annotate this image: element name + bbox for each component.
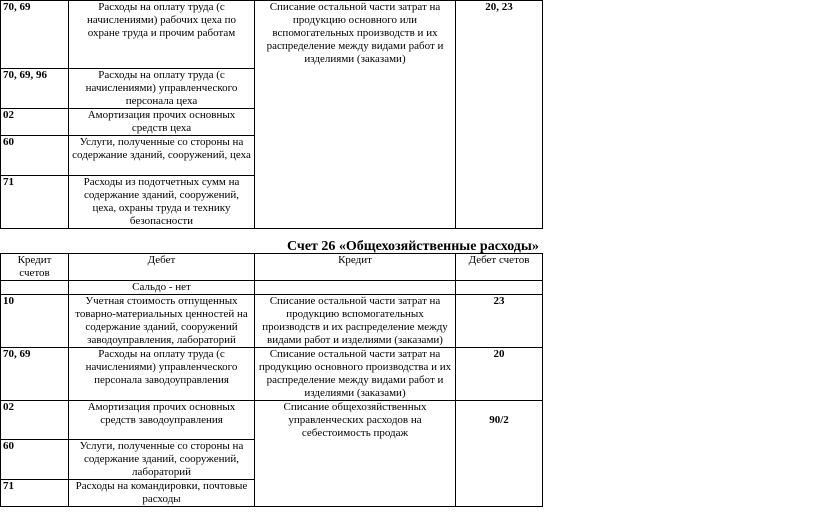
debit-cell: Расходы на командировки, почтовые расходы [69,480,255,507]
table-account-26 [0,253,543,507]
credit-cell: Списание остальной части затрат на продукцию основного производства и их распределение между видами работ и изделиями (заказами) [255,348,456,401]
table-row [1,401,543,440]
debit-cell: Расходы из подотчетных сумм на содержание зданий, сооружений, цеха, охраны труда и технику безопасности [69,176,255,229]
debit-cell: Расходы на оплату труда (с начислениями) управленческого персонала заводоуправления [69,348,255,401]
account-code: 71 [1,176,69,229]
account-code: 02 [1,401,69,440]
debit-account-cell: 20 [456,348,543,401]
account-code: 10 [1,295,69,348]
account-code: 71 [1,480,69,507]
table-header-row [1,254,543,281]
account-26-title: Счет 26 «Общехозяйственные расходы» [287,239,539,254]
debit-cell: Расходы на оплату труда (с начислениями) управленческого персонала цеха [69,69,255,109]
debit-cell: Амортизация прочих основных средств цеха [69,109,255,136]
account-code: 70, 69 [1,1,69,69]
debit-cell: Услуги, полученные со стороны на содержание зданий, сооружений, лабораторий [69,440,255,480]
debit-cell: Учетная стоимость отпущенных товарно-материальных ценностей на содержание зданий, сооружений заводоуправления, лабораторий [69,295,255,348]
credit-cell: Списание остальной части затрат на продукцию вспомогательных производств и их распределение между видами работ и изделиями (заказами) [255,295,456,348]
debit-cell: Амортизация прочих основных средств заводоуправления [69,401,255,440]
header-debit: Дебет [69,254,255,281]
account-code: 60 [1,440,69,480]
header-debit-accounts: Дебет счетов [456,254,543,281]
debit-account-cell: 90/2 [456,401,543,507]
table-row [1,1,543,69]
table-row [1,295,543,348]
debit-account-cell: 23 [456,295,543,348]
balance-row [1,281,543,295]
account-code: 70, 69, 96 [1,69,69,109]
balance-text: Сальдо - нет [69,281,255,295]
header-credit: Кредит [255,254,456,281]
debit-cell: Расходы на оплату труда (с начислениями) рабочих цеха по охране труда и прочим работам [69,1,255,69]
table-account-25 [0,0,543,229]
account-code: 02 [1,109,69,136]
debit-account-cell: 20, 23 [456,1,543,229]
credit-cell: Списание остальной части затрат на продукцию основного или вспомогательных производств и их распределение между видами работ и изделиями (заказами) [255,1,456,229]
credit-cell: Списание общехозяйственных управленческих расходов на себестоимость продаж [255,401,456,507]
header-credit-accounts: Кредит счетов [1,254,69,281]
account-code: 60 [1,136,69,176]
account-code: 70, 69 [1,348,69,401]
table-row [1,348,543,401]
debit-cell: Услуги, полученные со стороны на содержание зданий, сооружений, цеха [69,136,255,176]
